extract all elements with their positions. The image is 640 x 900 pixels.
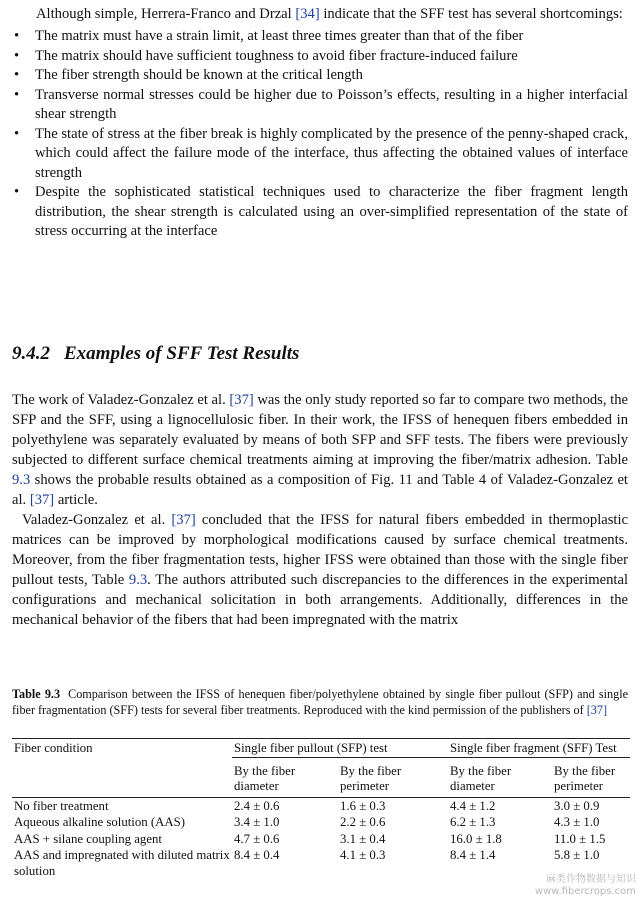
table-cell: 4.1 ± 0.3 bbox=[340, 848, 386, 862]
column-header: By the fiber diameter bbox=[448, 757, 552, 797]
table-cell: 3.4 ± 1.0 bbox=[234, 815, 280, 829]
table-row bbox=[12, 814, 630, 831]
table-header-row bbox=[12, 739, 630, 758]
table-caption: Table 9.3 Comparison between the IFSS of henequen fiber/polyethylene obtained by single fiber pullout (SFP) and single fiber fragmentation (SFF) tests for several fiber treatments. Reproduced with the kind permission of the publishers of [37] bbox=[12, 687, 628, 717]
table-cell: 1.6 ± 0.3 bbox=[340, 798, 386, 813]
reference-link[interactable]: [37] bbox=[586, 703, 608, 717]
reference-link[interactable]: [37] bbox=[229, 392, 254, 408]
table-cell: Aqueous alkaline solution (AAS) bbox=[14, 815, 185, 829]
table-cell: 5.8 ± 1.0 bbox=[554, 848, 600, 862]
reference-link[interactable]: [37] bbox=[29, 492, 55, 508]
bullet-icon: • bbox=[14, 86, 20, 103]
table-cell: 4.4 ± 1.2 bbox=[450, 798, 496, 813]
watermark: 麻类作物数据与知识 www.fibercrops.com bbox=[534, 874, 636, 897]
table-row bbox=[12, 831, 630, 848]
section-number: 9.4.2 bbox=[12, 343, 50, 364]
bullet-icon: • bbox=[14, 125, 20, 142]
table-cell: No fiber treatment bbox=[14, 798, 109, 813]
section-title: Examples of SFF Test Results bbox=[64, 343, 300, 364]
table-cell: 3.0 ± 0.9 bbox=[554, 798, 600, 813]
column-header: By the fiber diameter bbox=[232, 757, 338, 797]
bullet-icon: • bbox=[14, 28, 20, 44]
list-item: • The fiber strength should be known at the critical length bbox=[12, 66, 628, 86]
list-item: • The state of stress at the fiber break is highly complicated by the presence of the penny-shaped crack, which could affect the failure mode of the interface, thus affecting the obtained values of interface strength bbox=[14, 125, 628, 181]
bullet-icon: • bbox=[14, 47, 20, 64]
paragraph: Valadez-Gonzalez et al. [37] concluded that the IFSS for natural fibers embedded in thermoplastic matrices can be improved by morphological modifications caused by surface chemical treatments. Moreover, from the fiber fragmentation tests, higher IFSS were obtained than those with the single fiber pullout tests, Table 9.3. The authors attributed such discrepancies to the differences in the experimental configurations and mechanical solicitation in both arrangements. Additionally, differences in the mechanical behavior of the fibers that had been impregnated with the matrix bbox=[12, 512, 629, 628]
table-cell: 4.3 ± 1.0 bbox=[554, 815, 600, 829]
table-cell: 8.4 ± 0.4 bbox=[234, 848, 280, 862]
table-cell: 11.0 ± 1.5 bbox=[554, 831, 606, 846]
column-header: By the fiber perimeter bbox=[338, 757, 448, 797]
table-cell: 6.2 ± 1.3 bbox=[450, 815, 496, 829]
column-header: By the fiber perimeter bbox=[552, 757, 630, 797]
body-text bbox=[12, 390, 628, 630]
section-heading bbox=[12, 343, 299, 365]
table-link[interactable]: 9.3 bbox=[12, 472, 31, 488]
reference-link[interactable]: [37] bbox=[171, 512, 196, 528]
reference-link[interactable]: [34] bbox=[295, 6, 320, 22]
table-cell: 4.7 ± 0.6 bbox=[234, 831, 280, 846]
paragraph: The work of Valadez-Gonzalez et al. [37] was the only study reported so far to compare two methods, the SFP and the SFF, using a lignocellulosic fiber. In their work, the IFSS of henequen fibers embedded in polyethylene was separately evaluated by means of both SFP and SFF tests. The fibers were previously subjected to different surface chemical treatments aiming at improving the fiber/matrix adhesion. Table 9.3 shows the probable results obtained as a composition of Fig. 11 and Table 4 of Valadez-Gonzalez et al. [37] article. bbox=[12, 392, 628, 508]
table-label: Table 9.3 bbox=[12, 687, 61, 701]
table-row bbox=[12, 797, 630, 814]
table-cell: 16.0 ± 1.8 bbox=[450, 831, 502, 846]
bullet-icon: • bbox=[14, 184, 20, 200]
list-item: • Transverse normal stresses could be higher due to Poisson’s effects, resulting in a higher interfacial shear strength bbox=[14, 86, 628, 122]
shortcomings-list bbox=[12, 27, 628, 242]
column-group-header: Single fiber fragment (SFF) Test bbox=[448, 739, 630, 758]
table-cell: 2.4 ± 0.6 bbox=[234, 798, 280, 813]
list-item: • The matrix should have sufficient toughness to avoid fiber fracture-induced failure bbox=[12, 47, 628, 67]
column-header: Fiber condition bbox=[12, 739, 232, 758]
bullet-icon: • bbox=[14, 67, 20, 83]
list-item: • The matrix must have a strain limit, at least three times greater than that of the fiber bbox=[12, 27, 628, 47]
table-cell: 3.1 ± 0.4 bbox=[340, 831, 386, 846]
ifss-table bbox=[12, 738, 630, 879]
column-group-header: Single fiber pullout (SFP) test bbox=[232, 739, 448, 758]
table-cell: 2.2 ± 0.6 bbox=[340, 815, 386, 829]
intro-block bbox=[12, 4, 628, 242]
table-cell: AAS and impregnated with diluted matrix solution bbox=[14, 848, 230, 878]
table-cell: AAS + silane coupling agent bbox=[14, 831, 162, 846]
table-link[interactable]: 9.3 bbox=[128, 572, 148, 588]
table-subheader-row bbox=[12, 757, 630, 797]
list-item: • Despite the sophisticated statistical techniques used to characterize the fiber fragment length distribution, the shear strength is calculated using an over-simplified representation of the state of stress occurring at the interface bbox=[14, 184, 628, 239]
table-cell: 8.4 ± 1.4 bbox=[450, 848, 496, 862]
intro-paragraph: Although simple, Herrera-Franco and Drzal [34] indicate that the SFF test has several shortcomings: bbox=[36, 6, 623, 22]
